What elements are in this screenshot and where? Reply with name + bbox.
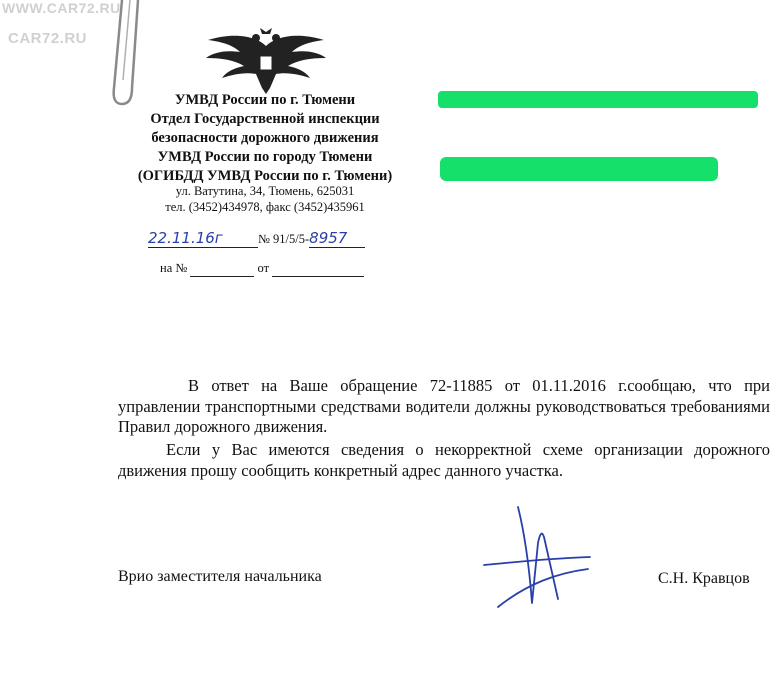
handwritten-signature <box>478 503 598 613</box>
reference-date-blank <box>272 261 364 277</box>
watermark-logo: CAR72.RU <box>8 30 88 47</box>
reference-label: на № <box>160 261 188 275</box>
org-address: ул. Ватутина, 34, Тюмень, 625031 <box>175 184 355 198</box>
reference-line <box>160 261 364 277</box>
body-paragraph-2: Если у Вас имеются сведения о некорректной схеме организации дорожного движения прошу сообщить конкретный адрес данного участка. <box>118 440 770 480</box>
org-phone: тел. (3452)434978, факс (3452)435961 <box>165 200 365 214</box>
double-headed-eagle-emblem-icon <box>204 26 328 96</box>
org-name-line-4: УМВД России по городу Тюмени <box>157 149 373 165</box>
watermark-url: WWW.CAR72.RU <box>2 0 121 16</box>
registration-number-prefix: № 91/5/5- <box>258 232 310 246</box>
redacted-recipient-line-2 <box>440 157 718 181</box>
signatory-name: С.Н. Кравцов <box>658 570 750 587</box>
org-name-line-2: Отдел Государственной инспекции <box>150 111 380 127</box>
redacted-recipient-line-1 <box>438 91 758 108</box>
handwritten-date: 22.11.16г <box>148 229 258 248</box>
reference-number-blank <box>190 261 254 277</box>
handwritten-number: 8957 <box>309 229 365 248</box>
org-name-line-3: безопасности дорожного движения <box>151 130 379 146</box>
registration-line <box>148 229 365 248</box>
org-name-line-5: (ОГИБДД УМВД России по г. Тюмени) <box>137 168 393 184</box>
signatory-position: Врио заместителя начальника <box>118 568 322 585</box>
body-paragraph-1: В ответ на Ваше обращение 72-11885 от 01.11.2016 г.сообщаю, что при управлении транспортными средствами водители должны руководствоваться требованиями Правил дорожного движения. <box>118 376 770 436</box>
reference-from-label: от <box>257 261 270 275</box>
org-name-line-1: УМВД России по г. Тюмени <box>174 92 356 108</box>
